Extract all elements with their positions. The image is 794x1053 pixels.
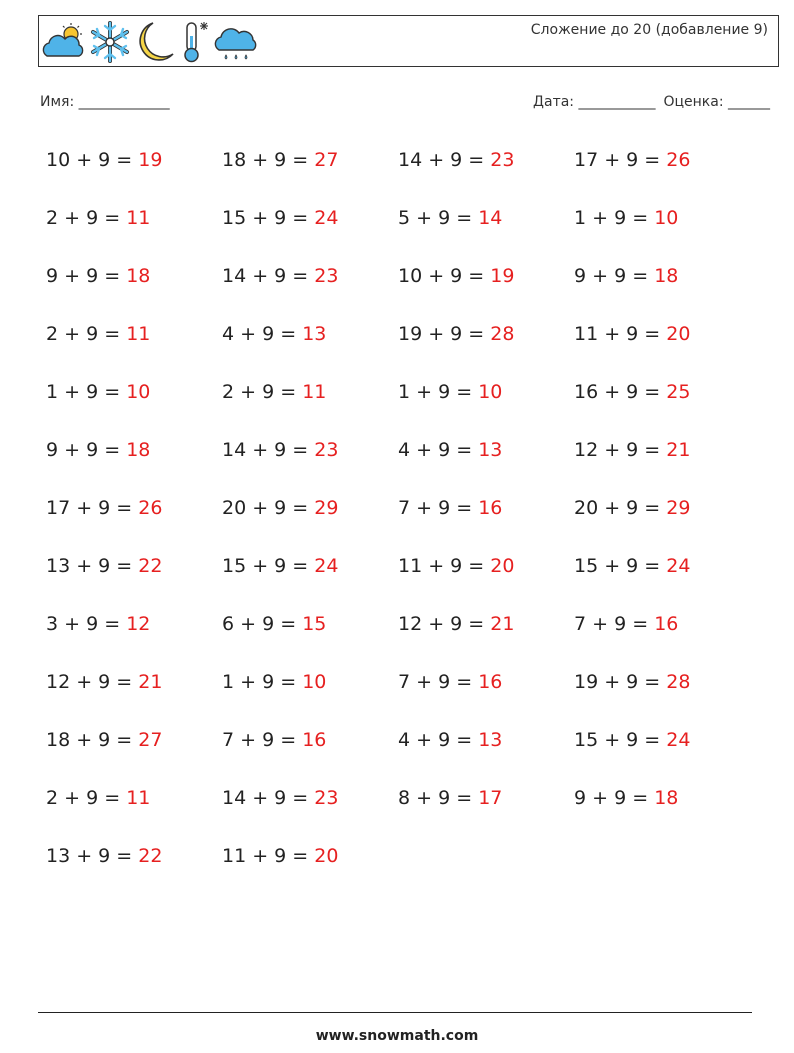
problem-item [574,488,750,546]
problem-answer: 18 [654,787,679,809]
problem-expression: 2 + 9 = [46,787,127,809]
problem-expression: 17 + 9 = [46,497,139,519]
problem-row [46,372,766,430]
problem-answer: 18 [126,439,151,461]
problem-answer: 27 [138,729,163,751]
problem-item [46,256,222,314]
problem-answer: 10 [126,381,151,403]
problem-answer: 24 [666,729,691,751]
problem-item [222,256,398,314]
problem-answer: 23 [490,149,515,171]
problem-row [46,198,766,256]
problem-answer: 29 [314,497,339,519]
problem-answer: 13 [478,729,503,751]
problem-answer: 11 [126,207,151,229]
problem-answer: 22 [138,845,163,867]
problem-answer: 20 [314,845,339,867]
problem-answer: 24 [666,555,691,577]
problem-answer: 22 [138,555,163,577]
problem-expression: 20 + 9 = [222,497,315,519]
problem-item [574,198,750,256]
problem-expression: 7 + 9 = [222,729,303,751]
problem-answer: 19 [138,149,163,171]
problem-answer: 23 [314,787,339,809]
problem-item [222,662,398,720]
grade-field: Оценка: ______ [663,94,770,110]
problem-item [398,488,574,546]
problem-grid [46,140,766,894]
problem-row [46,836,766,894]
problem-answer: 24 [314,207,339,229]
problem-expression: 16 + 9 = [574,381,667,403]
problem-expression: 11 + 9 = [574,323,667,345]
problem-answer: 18 [654,265,679,287]
problem-answer: 11 [302,381,327,403]
problem-answer: 20 [490,555,515,577]
problem-expression: 14 + 9 = [222,787,315,809]
problem-answer: 28 [490,323,515,345]
problem-expression: 20 + 9 = [574,497,667,519]
problem-expression: 1 + 9 = [46,381,127,403]
problem-expression: 19 + 9 = [398,323,491,345]
problem-item [46,662,222,720]
rain-cloud-icon [211,20,259,64]
problem-expression: 13 + 9 = [46,845,139,867]
problem-row [46,140,766,198]
problem-item [574,662,750,720]
problem-item [398,198,574,256]
problem-answer: 20 [666,323,691,345]
problem-expression: 14 + 9 = [222,439,315,461]
problem-item [574,430,750,488]
problem-expression: 15 + 9 = [574,729,667,751]
footer-divider [38,1012,752,1013]
problem-item [46,140,222,198]
problem-expression: 9 + 9 = [46,439,127,461]
problem-answer: 10 [302,671,327,693]
problem-expression: 6 + 9 = [222,613,303,635]
problem-row [46,546,766,604]
problem-answer: 23 [314,439,339,461]
problem-row [46,662,766,720]
problem-answer: 23 [314,265,339,287]
problem-answer: 10 [654,207,679,229]
problem-answer: 11 [126,323,151,345]
problem-item [222,372,398,430]
problem-item [398,546,574,604]
problem-item [46,778,222,836]
problem-item [46,836,222,894]
problem-answer: 24 [314,555,339,577]
problem-row [46,488,766,546]
problem-expression: 11 + 9 = [222,845,315,867]
problem-expression: 2 + 9 = [222,381,303,403]
problem-item [222,720,398,778]
problem-expression: 9 + 9 = [574,787,655,809]
problem-answer: 21 [666,439,691,461]
snowflake-icon [87,20,133,64]
problem-item [222,140,398,198]
problem-answer: 26 [666,149,691,171]
problem-item [398,314,574,372]
problem-item [398,662,574,720]
problem-expression: 11 + 9 = [398,555,491,577]
problem-answer: 26 [138,497,163,519]
problem-item [222,488,398,546]
problem-item [222,314,398,372]
problem-expression: 2 + 9 = [46,323,127,345]
problem-expression: 1 + 9 = [398,381,479,403]
problem-expression: 14 + 9 = [398,149,491,171]
problem-answer: 28 [666,671,691,693]
problem-expression: 15 + 9 = [222,207,315,229]
problem-answer: 10 [478,381,503,403]
date-grade-fields [533,94,770,110]
problem-item [46,198,222,256]
problem-item [574,778,750,836]
worksheet-title: Сложение до 20 (добавление 9) [530,22,768,38]
problem-item [574,720,750,778]
problem-item [574,256,750,314]
problem-item [222,430,398,488]
problem-expression: 1 + 9 = [222,671,303,693]
problem-expression: 4 + 9 = [398,729,479,751]
problem-expression: 18 + 9 = [46,729,139,751]
problem-row [46,778,766,836]
problem-expression: 9 + 9 = [46,265,127,287]
problem-row [46,720,766,778]
problem-expression: 2 + 9 = [46,207,127,229]
problem-expression: 12 + 9 = [398,613,491,635]
problem-expression: 15 + 9 = [574,555,667,577]
problem-expression: 4 + 9 = [398,439,479,461]
problem-expression: 5 + 9 = [398,207,479,229]
problem-item [574,546,750,604]
problem-item [222,198,398,256]
problem-item [574,140,750,198]
problem-answer: 16 [302,729,327,751]
worksheet-header [38,15,779,67]
problem-item [398,778,574,836]
problem-item [398,256,574,314]
problem-expression: 3 + 9 = [46,613,127,635]
problem-answer: 16 [478,671,503,693]
problem-row [46,314,766,372]
problem-item [398,604,574,662]
problem-answer: 16 [654,613,679,635]
problem-item [222,836,398,894]
problem-expression: 14 + 9 = [222,265,315,287]
problem-expression: 13 + 9 = [46,555,139,577]
problem-expression: 12 + 9 = [46,671,139,693]
problem-answer: 11 [126,787,151,809]
problem-item [46,372,222,430]
problem-answer: 15 [302,613,327,635]
problem-item [398,140,574,198]
problem-expression: 12 + 9 = [574,439,667,461]
problem-expression: 1 + 9 = [574,207,655,229]
problem-item [46,430,222,488]
problem-expression: 10 + 9 = [46,149,139,171]
problem-item [46,604,222,662]
problem-item [46,314,222,372]
problem-item [398,720,574,778]
thermometer-icon [177,20,211,64]
problem-item [46,546,222,604]
problem-expression: 15 + 9 = [222,555,315,577]
problem-item [222,604,398,662]
problem-row [46,256,766,314]
problem-item [574,314,750,372]
problem-expression: 17 + 9 = [574,149,667,171]
problem-answer: 16 [478,497,503,519]
problem-expression: 8 + 9 = [398,787,479,809]
moon-icon [133,20,177,64]
problem-expression: 18 + 9 = [222,149,315,171]
problem-answer: 29 [666,497,691,519]
problem-expression: 4 + 9 = [222,323,303,345]
problem-item [574,604,750,662]
problem-answer: 13 [478,439,503,461]
problem-expression: 19 + 9 = [574,671,667,693]
problem-item [46,720,222,778]
problem-item [222,778,398,836]
problem-answer: 17 [478,787,503,809]
problem-expression: 7 + 9 = [398,671,479,693]
problem-answer: 14 [478,207,503,229]
problem-answer: 27 [314,149,339,171]
problem-row [46,430,766,488]
weather-icons [41,18,259,66]
problem-expression: 10 + 9 = [398,265,491,287]
problem-answer: 21 [490,613,515,635]
problem-item [398,430,574,488]
problem-item [398,372,574,430]
problem-answer: 18 [126,265,151,287]
name-field: Имя: _____________ [40,94,170,110]
problem-answer: 13 [302,323,327,345]
problem-expression: 9 + 9 = [574,265,655,287]
problem-answer: 21 [138,671,163,693]
cloud-sun-icon [41,20,87,64]
problem-answer: 19 [490,265,515,287]
problem-item [46,488,222,546]
problem-expression: 7 + 9 = [574,613,655,635]
problem-answer: 25 [666,381,691,403]
problem-item [574,372,750,430]
problem-expression: 7 + 9 = [398,497,479,519]
date-field: Дата: ___________ [533,94,656,110]
footer-url: www.snowmath.com [315,1028,479,1044]
problem-item [222,546,398,604]
problem-answer: 12 [126,613,151,635]
problem-row [46,604,766,662]
